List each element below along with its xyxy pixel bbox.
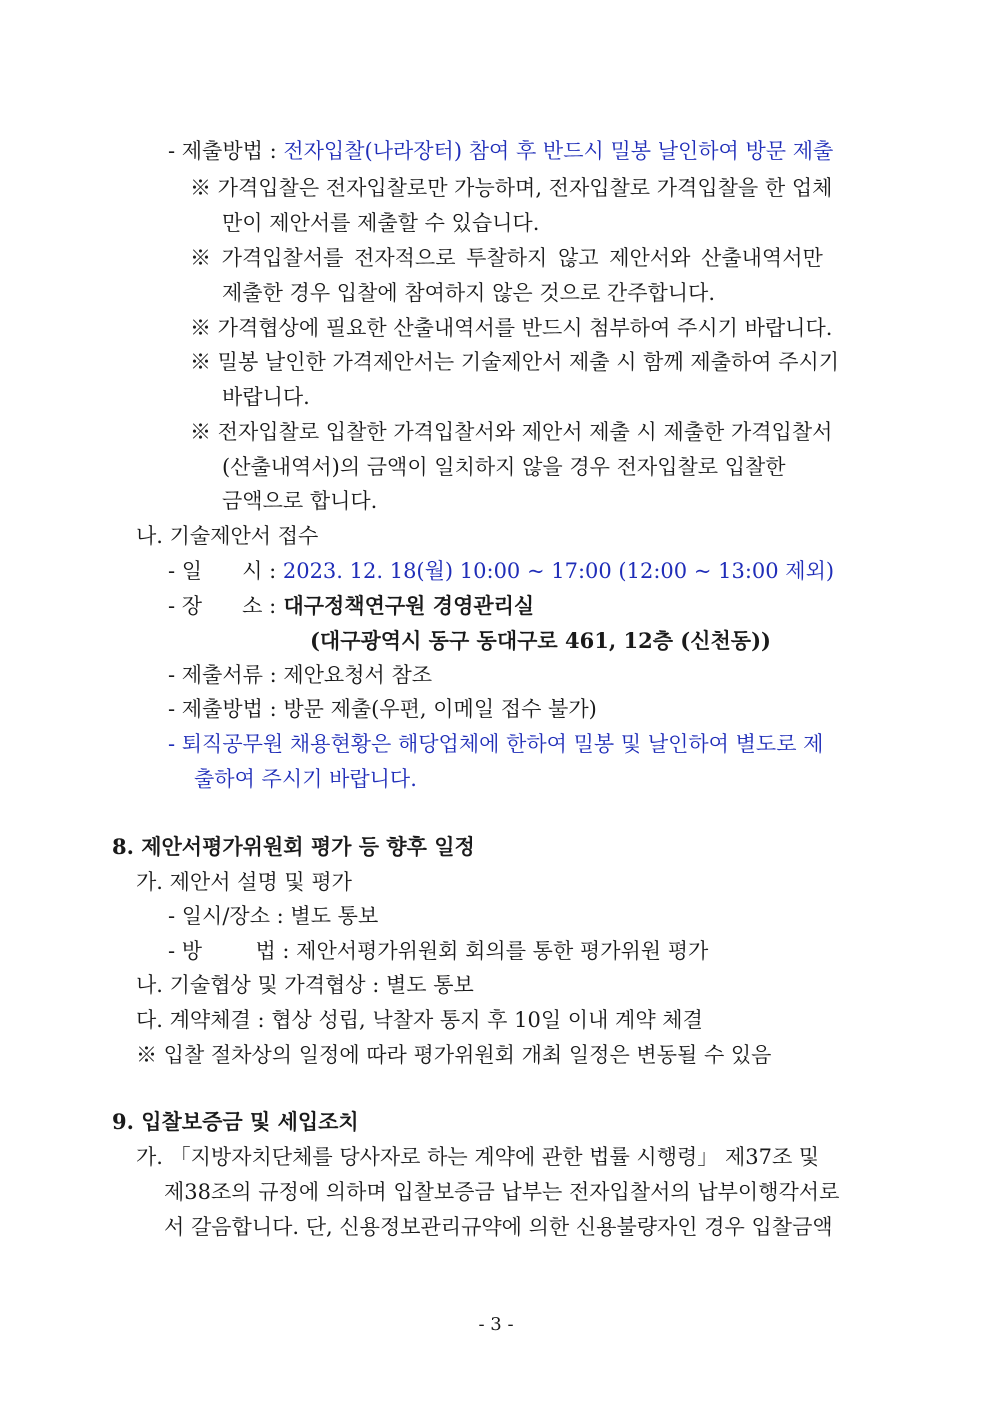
page-number: - 3 - (478, 1314, 514, 1335)
retiree-notice-line-1: - 퇴직공무원 채용현황은 해당업체에 한하여 밀봉 및 날인하여 별도로 제 (168, 732, 824, 756)
note-3-line-1: ※ 가격협상에 필요한 산출내역서를 반드시 첨부하여 주시기 바랍니다. (190, 316, 833, 340)
section-8-note: ※ 입찰 절차상의 일정에 따라 평가위원회 개최 일정은 변동될 수 있음 (136, 1043, 772, 1067)
note-1-line-2: 만이 제안서를 제출할 수 있습니다. (222, 211, 540, 235)
section-8-item-a: 가. 제안서 설명 및 평가 (136, 870, 352, 894)
tech-method-line: - 제출방법 : 방문 제출(우편, 이메일 접수 불가) (168, 697, 597, 721)
tech-place-label: - 장 소 : (168, 594, 277, 618)
note-5-line-2: (산출내역서)의 금액이 일치하지 않을 경우 전자입찰로 입찰한 (222, 455, 786, 479)
tech-place-line (168, 591, 534, 621)
retiree-notice-line-2: 출하여 주시기 바랍니다. (194, 767, 417, 791)
submit-method-label: - 제출방법 : (168, 139, 277, 163)
submit-method-line (168, 136, 833, 166)
note-2-line-2: 제출한 경우 입찰에 참여하지 않은 것으로 간주합니다. (222, 281, 716, 305)
section-9-item-a-line-3: 서 갈음합니다. 단, 신용정보관리규약에 의한 신용불량자인 경우 입찰금액 (164, 1215, 833, 1239)
note-4-line-2: 바랍니다. (222, 385, 310, 409)
section-9-item-a-line-1: 가. 「지방자치단체를 당사자로 하는 계약에 관한 법률 시행령」 제37조 및 (136, 1145, 820, 1169)
note-2-line-1: ※ 가격입찰서를 전자적으로 투찰하지 않고 제안서와 산출내역서만 (190, 246, 823, 270)
section-8-item-c: 다. 계약체결 : 협상 성립, 낙찰자 통지 후 10일 이내 계약 체결 (136, 1008, 703, 1032)
note-1-line-1: ※ 가격입찰은 전자입찰로만 가능하며, 전자입찰로 가격입찰을 한 업체 (190, 176, 833, 200)
note-5-line-1: ※ 전자입찰로 입찰한 가격입찰서와 제안서 제출 시 제출한 가격입찰서 (190, 420, 833, 444)
section-9-heading: 9. 입찰보증금 및 세입조치 (112, 1109, 359, 1134)
section-8-item-a1: - 일시/장소 : 별도 통보 (168, 904, 379, 928)
section-8-heading: 8. 제안서평가위원회 평가 등 향후 일정 (112, 834, 475, 859)
section-9-item-a-line-2: 제38조의 규정에 의하며 입찰보증금 납부는 전자입찰서의 납부이행각서로 (164, 1180, 840, 1204)
section-8-item-a2: - 방 법 : 제안서평가위원회 회의를 통한 평가위원 평가 (168, 939, 709, 963)
tech-date-label: - 일 시 : (168, 559, 277, 583)
tech-proposal-heading: 나. 기술제안서 접수 (136, 524, 319, 548)
section-8-item-b: 나. 기술협상 및 가격협상 : 별도 통보 (136, 973, 474, 997)
note-4-line-1: ※ 밀봉 날인한 가격제안서는 기술제안서 제출 시 함께 제출하여 주시기 (190, 350, 840, 374)
note-5-line-3: 금액으로 합니다. (222, 489, 378, 513)
tech-date-value: 2023. 12. 18(월) 10:00 ~ 17:00 (12:00 ~ 13:00 제외) (282, 559, 835, 583)
tech-place-address: (대구광역시 동구 동대구로 461, 12층 (신천동)) (310, 628, 771, 653)
tech-docs-line: - 제출서류 : 제안요청서 참조 (168, 663, 433, 687)
submit-method-value: 전자입찰(나라장터) 참여 후 반드시 밀봉 날인하여 방문 제출 (283, 139, 834, 163)
tech-date-line (168, 556, 834, 586)
tech-place-value: 대구정책연구원 경영관리실 (283, 593, 535, 618)
